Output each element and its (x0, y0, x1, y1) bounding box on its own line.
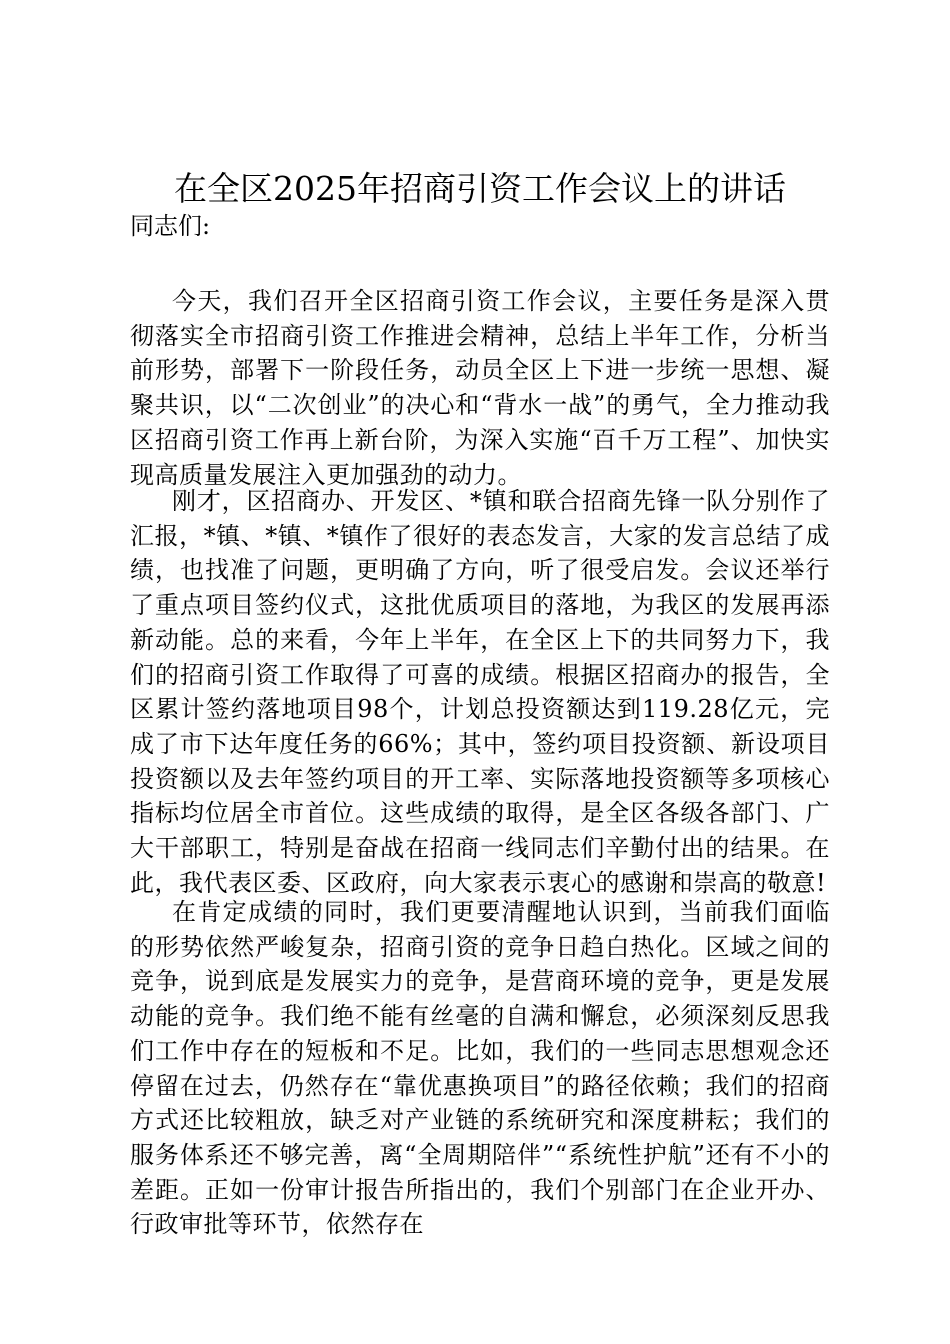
document-title: 在全区2025年招商引资工作会议上的讲话 (174, 169, 786, 208)
paragraph-2: 刚才，区招商办、开发区、*镇和联合招商先锋一队分别作了汇报，*镇、*镇、*镇作了很好的表态发言，大家的发言总结了成绩，也找准了问题，更明确了方向，听了很受启发。会议还举行了重点项目签约仪式，这批优质项目的落地，为我区的发展再添新动能。总的来看，今年上半年，在全区上下的共同努力下，我们的招商引资工作取得了可喜的成绩。根据区招商办的报告，全区累计签约落地项目98个，计划总投资额达到119.28亿元，完成了市下达年度任务的66%；其中，签约项目投资额、新设项目投资额以及去年签约项目的开工率、实际落地投资额等多项核心指标均位居全市首位。这些成绩的取得，是全区各级各部门、广大干部职工，特别是奋战在招商一线同志们辛勤付出的结果。在此，我代表区委、区政府，向大家表示衷心的感谢和崇高的敬意! (130, 487, 830, 897)
paragraph-3: 在肯定成绩的同时，我们更要清醒地认识到，当前我们面临的形势依然严峻复杂，招商引资的竞争日趋白热化。区域之间的竞争，说到底是发展实力的竞争，是营商环境的竞争，更是发展动能的竞争。我们绝不能有丝毫的自满和懈怠，必须深刻反思我们工作中存在的短板和不足。比如，我们的一些同志思想观念还停留在过去，仍然存在“靠优惠换项目”的路径依赖；我们的招商方式还比较粗放，缺乏对产业链的系统研究和深度耕耘；我们的服务体系还不够完善，离“全周期陪伴”“系统性护航”还有不小的差距。正如一份审计报告所指出的，我们个别部门在企业开办、行政审批等环节，依然存在 (130, 898, 830, 1239)
paragraph-1: 今天，我们召开全区招商引资工作会议，主要任务是深入贯彻落实全市招商引资工作推进会精神，总结上半年工作，分析当前形势，部署下一阶段任务，动员全区上下进一步统一思想、凝聚共识，以“二次创业”的决心和“背水一战”的勇气，全力推动我区招商引资工作再上新台阶，为深入实施“百千万工程”、加快实现高质量发展注入更加强劲的动力。 (130, 287, 830, 489)
salutation: 同志们: (130, 212, 211, 240)
